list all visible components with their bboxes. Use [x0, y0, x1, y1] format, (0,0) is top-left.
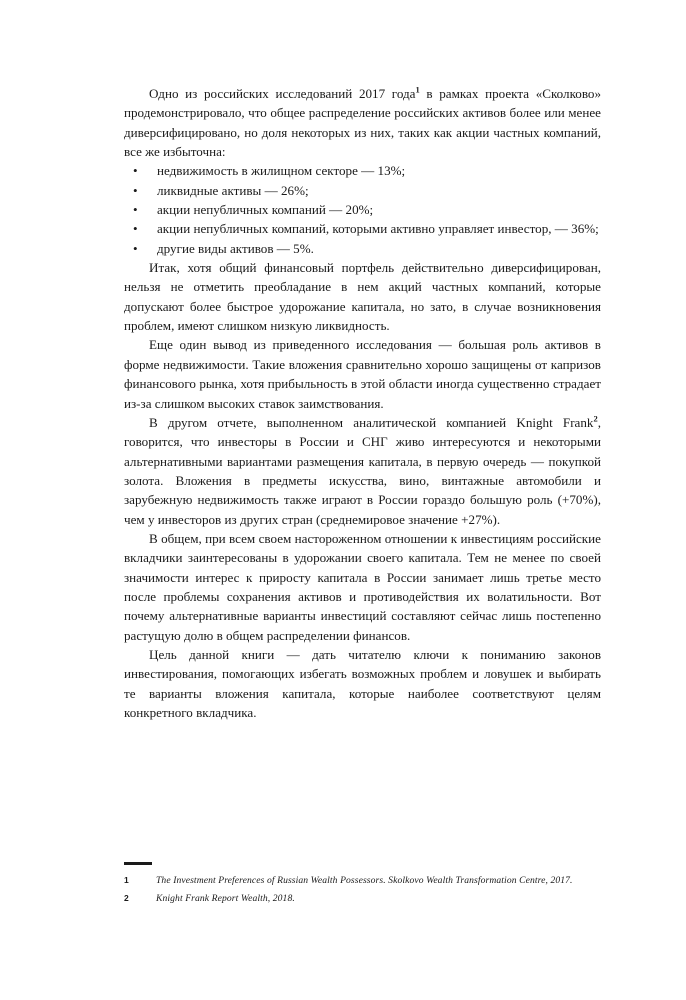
bullet-icon: •	[133, 221, 138, 237]
paragraph-book-purpose: Цель данной книги — дать читателю ключи к пониманию законов инвестирования, помогающих избегать возможных проблем и ловушек и выбирать те варианты вложения капитала, которые наиболее соответствуют целям конкретного вкладчика.	[124, 646, 601, 720]
footnote-number: 2	[124, 893, 129, 903]
paragraph-text-after-reference: , говорится, что инвесторы в России и СНГ живо интересуются и некоторыми альтернативными вариантами размещения капитала, в первую очередь — покупкой золота. Вложения в предметы искусства, вино, винтажные автомобили и зарубежную недвижимость также играют в России гораздо большую роль (+70%), чем у инвесторов из других стран (среднемировое значение +27%).	[124, 414, 601, 527]
asset-distribution-list	[124, 161, 601, 258]
list-item	[124, 219, 601, 238]
paragraph-investor-attitudes: В общем, при всем своем настороженном отношении к инвестициям российские вкладчики заинтересованы в удорожании своего капитала. Тем не менее по своей значимости интерес к приросту капитала в России занимает лишь третье место после проблемы сохранения активов и противодействия их волатильности. Вот почему альтернативные варианты инвестиций составляют сейчас лишь постепенно растущую долю в общем распределении финансов.	[124, 530, 601, 643]
footnote-reference-1[interactable]: 1	[415, 84, 420, 95]
list-item-label: недвижимость в жилищном секторе — 13%;	[157, 163, 406, 179]
footnote-number: 1	[124, 875, 129, 885]
list-item-label: акции непубличных компаний — 20%;	[157, 202, 374, 218]
paragraph-portfolio-conclusion: Итак, хотя общий финансовый портфель действительно диверсифицирован, нельзя не отметить преобладание в нем акций частных компаний, которые допускают более быстрое удорожание капитала, но зато, в случае возникновения проблем, имеют слишком низкую ликвидность.	[124, 260, 601, 334]
paragraph-knight-frank	[124, 413, 601, 529]
footnote-reference-2[interactable]: 2	[593, 413, 598, 424]
paragraph-skolkovo-study	[124, 84, 601, 161]
body-text-column	[124, 84, 601, 722]
footnote-entry	[124, 874, 601, 887]
list-item	[124, 239, 601, 258]
list-item	[124, 181, 601, 200]
bullet-icon: •	[133, 240, 138, 256]
paragraph-text-before-reference: Одно из российских исследований 2017 года	[149, 86, 416, 101]
bullet-icon: •	[133, 163, 138, 179]
list-item-label: другие виды активов — 5%.	[157, 240, 314, 256]
footnotes-section	[124, 862, 601, 910]
paragraph-text-after-reference: в рамках проекта «Сколково» продемонстрировало, что общее распределение российских активов более или менее диверсифицировано, но доля некоторых из них, таких как акции частных компаний, все же избыточна:	[124, 86, 602, 160]
list-item-label: ликвидные активы — 26%;	[157, 182, 309, 198]
footnote-separator-rule	[124, 862, 152, 865]
list-item-label: акции непубличных компаний, которыми активно управляет инвестор, — 36%;	[157, 221, 599, 237]
footnote-entry	[124, 892, 601, 905]
paragraph-text-before-reference: В другом отчете, выполненном аналитической компанией Knight Frank	[149, 414, 594, 430]
bullet-icon: •	[133, 202, 138, 218]
footnote-text: The Investment Preferences of Russian Wealth Possessors. Skolkovo Wealth Transformation Centre, 2017.	[156, 875, 573, 886]
list-item	[124, 161, 601, 180]
list-item	[124, 200, 601, 219]
bullet-icon: •	[133, 182, 138, 198]
paragraph-real-estate: Еще один вывод из приведенного исследования — большая роль активов в форме недвижимости. Такие вложения сравнительно хорошо защищены от капризов финансового рынка, хотя прибыльность в этой области иногда существенно страдает из-за слишком высоких ставок заимствования.	[124, 337, 601, 411]
footnote-text: Knight Frank Report Wealth, 2018.	[156, 893, 295, 904]
